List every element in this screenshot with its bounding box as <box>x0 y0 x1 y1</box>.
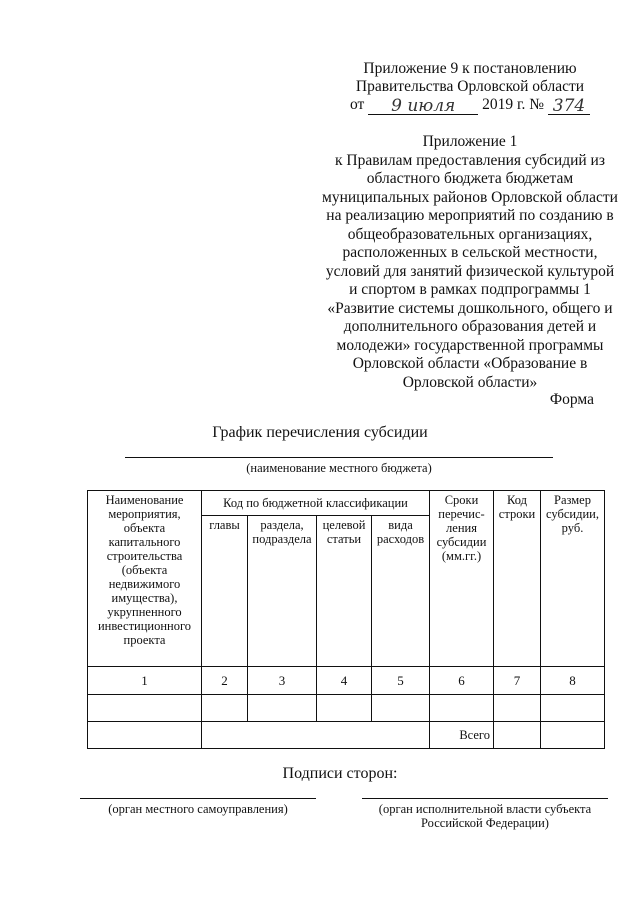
col-number: 6 <box>430 667 494 695</box>
col-number: 7 <box>494 667 541 695</box>
date-field <box>368 96 478 115</box>
handwritten-date: 9 июля <box>391 96 456 116</box>
header-event-name: Наименование мероприятия, объекта капитального строительства (объекта недвижимого имущества), укрупненного инвестиционного проекта <box>88 491 202 667</box>
appendix-line: дополнительного образования детей и <box>343 318 597 335</box>
signature-caption-left: (орган местного самоуправления) <box>108 802 288 816</box>
table-cell <box>430 695 494 722</box>
signature-caption-right <box>362 802 608 830</box>
col-number: 2 <box>202 667 248 695</box>
appendix-line: Орловской области» <box>402 373 538 391</box>
header-code-group: Код по бюджетной классификации <box>202 491 430 516</box>
table-cell <box>202 722 430 749</box>
table-cell <box>372 695 430 722</box>
header-line-2: Правительства Орловской области <box>355 78 585 95</box>
document-title: График перечисления субсидии <box>212 424 428 441</box>
header-amount: Размер субсидии, руб. <box>541 491 605 667</box>
table-cell <box>317 695 372 722</box>
form-label: Форма <box>549 391 594 408</box>
signature-caption-right-line1: (орган исполнительной власти субъекта <box>378 802 592 816</box>
subsidy-schedule-table <box>87 490 605 749</box>
appendix-line: и спортом в рамках подпрограммы 1 <box>349 281 591 298</box>
appendix-block <box>300 133 640 392</box>
signature-caption-right-line2: Российской Федерации) <box>421 816 549 830</box>
table-cell <box>494 722 541 749</box>
header-chapter: главы <box>202 516 248 667</box>
appendix-line: «Развитие системы дошкольного, общего и <box>327 299 613 317</box>
appendix-line: областного бюджета бюджетам <box>366 170 574 187</box>
header-target: целевой статьи <box>317 516 372 667</box>
table-cell <box>494 695 541 722</box>
col-number: 3 <box>248 667 317 695</box>
appendix-line: условий для занятий физической культурой <box>325 262 615 280</box>
appendix-line: на реализацию мероприятий по созданию в <box>326 207 614 224</box>
header-terms: Сроки перечис-ления субсидии (мм.гг.) <box>430 491 494 667</box>
budget-caption: (наименование местного бюджета) <box>246 461 432 475</box>
appendix-line: муниципальных районов Орловской области <box>322 188 618 206</box>
signature-line-left <box>80 798 316 799</box>
header-line-1: Приложение 9 к постановлению <box>363 60 577 77</box>
table-total-row <box>88 722 605 749</box>
handwritten-number: 374 <box>552 96 586 116</box>
from-prefix: от <box>350 96 365 113</box>
table-row <box>88 695 605 722</box>
table-number-row <box>88 667 605 695</box>
total-label: Всего <box>430 722 494 749</box>
signature-line-right <box>362 798 608 799</box>
signatures-title: Подписи сторон: <box>282 765 398 782</box>
header-section: раздела, подраздела <box>248 516 317 667</box>
appendix-line: Приложение 1 <box>422 133 518 150</box>
appendix-line: к Правилам предоставления субсидий из <box>335 151 605 169</box>
appendix-line: общеобразовательных организациях, <box>347 225 593 243</box>
table-cell <box>541 722 605 749</box>
table-header-row <box>88 491 605 516</box>
budget-name-line <box>125 457 553 458</box>
col-number: 1 <box>88 667 202 695</box>
table-cell <box>88 695 202 722</box>
number-field <box>548 96 590 115</box>
table-cell <box>88 722 202 749</box>
appendix-line: расположенных в сельской местности, <box>342 244 598 261</box>
col-number: 4 <box>317 667 372 695</box>
col-number: 8 <box>541 667 605 695</box>
appendix-line: молодежи» государственной программы <box>336 336 604 354</box>
table-cell <box>202 695 248 722</box>
appendix-line: Орловской области «Образование в <box>352 355 588 372</box>
table-cell <box>541 695 605 722</box>
table-cell <box>248 695 317 722</box>
header-date-line <box>300 96 640 115</box>
year-text: 2019 г. № <box>482 96 545 113</box>
header-row-code: Код строки <box>494 491 541 667</box>
col-number: 5 <box>372 667 430 695</box>
header-expense-type: вида расходов <box>372 516 430 667</box>
